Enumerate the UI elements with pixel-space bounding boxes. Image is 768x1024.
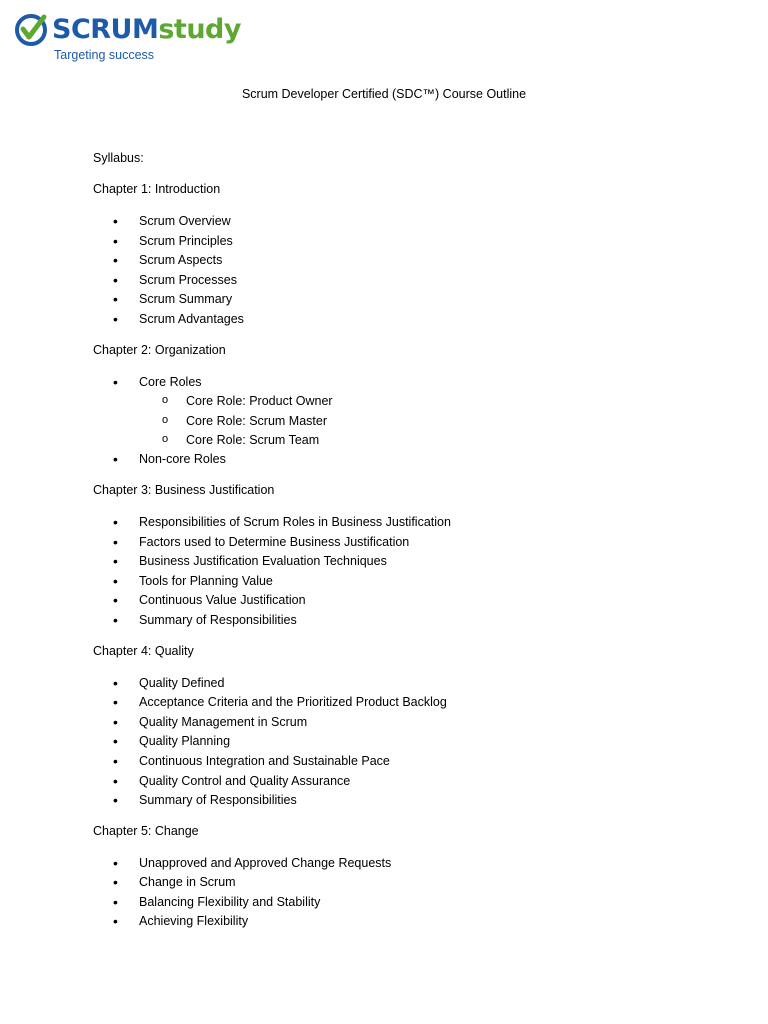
subtopic-item: o Core Role: Scrum Master [139,412,733,431]
topic-list [93,513,733,631]
topic-item: • Scrum Aspects [93,251,733,271]
chapter-heading: Chapter 2: Organization [93,342,226,357]
topic-item: • Achieving Flexibility [93,912,733,932]
chapter-2 [93,342,733,470]
checkmark-circle-icon [14,13,48,47]
topic-item: • Quality Management in Scrum [93,713,733,733]
topic-list [93,854,733,932]
topic-item: • Scrum Processes [93,271,733,291]
chapter-list [93,181,733,932]
logo-tagline: Targeting success [54,48,155,62]
topic-item: • Quality Control and Quality Assurance [93,772,733,792]
topic-list [93,674,733,811]
topic-item: • Tools for Planning Value [93,572,733,592]
logo-wordmark [52,12,241,48]
topic-item: • Summary of Responsibilities [93,791,733,811]
subtopic-list [139,392,733,450]
chapter-heading: Chapter 4: Quality [93,643,194,658]
chapter-heading: Chapter 5: Change [93,823,199,838]
topic-item: • Continuous Integration and Sustainable Pace [93,752,733,772]
syllabus-content [93,150,733,944]
chapter-3 [93,482,733,631]
subtopic-item: o Core Role: Scrum Team [139,431,733,450]
chapter-heading: Chapter 1: Introduction [93,182,221,196]
topic-item: • Continuous Value Justification [93,591,733,611]
topic-item-label: Non-core Roles [139,452,226,467]
topic-item: • Summary of Responsibilities [93,611,733,631]
topic-item: • Scrum Advantages [93,310,733,330]
topic-item [93,373,733,451]
scrumstudy-logo [14,10,254,66]
topic-item: • Acceptance Criteria and the Prioritized Product Backlog [93,693,733,713]
chapter-4 [93,643,733,811]
chapter-5 [93,823,733,932]
topic-item: • Change in Scrum [93,873,733,893]
topic-item: • Scrum Principles [93,232,733,252]
syllabus-label: Syllabus: [93,151,144,165]
topic-item: • Quality Planning [93,732,733,752]
topic-item: • Scrum Overview [93,212,733,232]
topic-item [93,450,733,470]
chapter-1 [93,181,733,330]
topic-list [93,373,733,470]
topic-item: • Unapproved and Approved Change Requests [93,854,733,874]
topic-item: • Quality Defined [93,674,733,694]
topic-item-label: Core Roles [139,374,202,389]
topic-list [93,212,733,330]
logo-brand-scrum: SCRUM [52,14,159,45]
topic-item: • Responsibilities of Scrum Roles in Business Justification [93,513,733,533]
subtopic-item: o Core Role: Product Owner [139,392,733,411]
topic-item: • Business Justification Evaluation Techniques [93,552,733,572]
chapter-heading: Chapter 3: Business Justification [93,482,275,497]
topic-item: • Scrum Summary [93,290,733,310]
document-title: Scrum Developer Certified (SDC™) Course Outline [241,87,527,101]
topic-item: • Balancing Flexibility and Stability [93,893,733,913]
topic-item: • Factors used to Determine Business Justification [93,533,733,553]
logo-brand-study: study [158,14,241,45]
